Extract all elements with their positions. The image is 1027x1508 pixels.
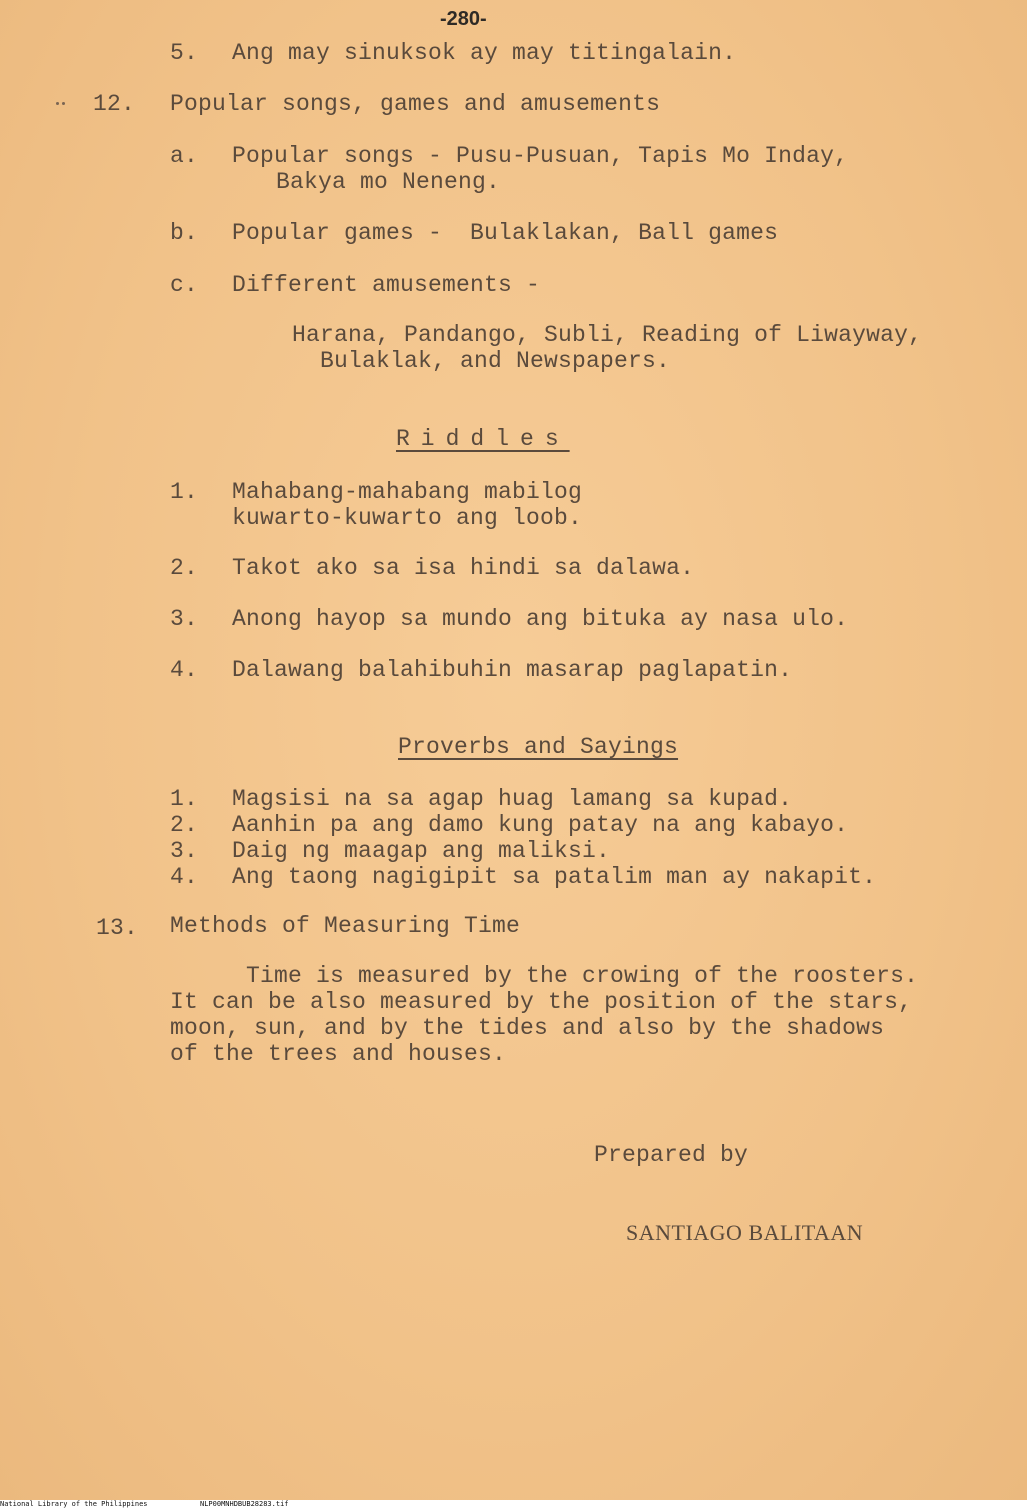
- margin-mark: [62, 102, 65, 105]
- proverb-2-number: 2.: [170, 812, 199, 838]
- scan-footer: [0, 1500, 1027, 1508]
- riddle-1-line1: Mahabang-mahabang mabilog: [232, 479, 583, 505]
- section-13-number: 13.: [96, 915, 139, 941]
- item-b-text: Popular games - Bulaklakan, Ball games: [232, 220, 779, 246]
- proverb-3-text: Daig ng maagap ang maliksi.: [232, 838, 611, 864]
- section-12-number: 12.: [93, 91, 136, 117]
- time-paragraph-line1: Time is measured by the crowing of the roosters.: [246, 963, 919, 989]
- proverb-2-text: Aanhin pa ang damo kung patay na ang kabayo.: [232, 812, 849, 838]
- item-c-text: Different amusements -: [232, 272, 541, 298]
- riddle-1-number: 1.: [170, 479, 199, 505]
- proverb-4-number: 4.: [170, 864, 199, 890]
- proverb-3-number: 3.: [170, 838, 199, 864]
- time-paragraph-line2: It can be also measured by the position of the stars,: [170, 989, 913, 1015]
- section-13-title: Methods of Measuring Time: [170, 913, 521, 939]
- item-c-line2: Bulaklak, and Newspapers.: [320, 348, 671, 374]
- item-a-line1: Popular songs - Pusu-Pusuan, Tapis Mo Inday,: [232, 143, 849, 169]
- item-5-text: Ang may sinuksok ay may titingalain.: [232, 40, 737, 66]
- riddles-heading: Riddles: [396, 426, 570, 452]
- riddle-4-text: Dalawang balahibuhin masarap paglapatin.: [232, 657, 793, 683]
- proverb-4-text: Ang taong nagigipit sa patalim man ay nakapit.: [232, 864, 877, 890]
- prepared-by-label: Prepared by: [594, 1142, 749, 1168]
- riddle-1-line2: kuwarto-kuwarto ang loob.: [232, 505, 583, 531]
- riddle-3-text: Anong hayop sa mundo ang bituka ay nasa ulo.: [232, 606, 849, 632]
- time-paragraph-line3: moon, sun, and by the tides and also by the shadows: [170, 1015, 885, 1041]
- proverb-1-number: 1.: [170, 786, 199, 812]
- item-a-label: a.: [170, 143, 199, 169]
- proverb-1-text: Magsisi na sa agap huag lamang sa kupad.: [232, 786, 793, 812]
- item-a-line2: Bakya mo Neneng.: [276, 169, 501, 195]
- item-5-number: 5.: [170, 40, 199, 66]
- time-paragraph-line4: of the trees and houses.: [170, 1041, 507, 1067]
- proverbs-heading: Proverbs and Sayings: [398, 734, 679, 760]
- riddle-4-number: 4.: [170, 657, 199, 683]
- preparer-name: SANTIAGO BALITAAN: [626, 1220, 864, 1245]
- page-number: -280-: [440, 8, 487, 30]
- footer-filename: NLP00MNHDBUB28283.tif: [200, 1500, 289, 1508]
- item-b-label: b.: [170, 220, 199, 246]
- riddle-2-number: 2.: [170, 555, 199, 581]
- riddle-3-number: 3.: [170, 606, 199, 632]
- item-c-line1: Harana, Pandango, Subli, Reading of Liwayway,: [292, 322, 923, 348]
- section-12-title: Popular songs, games and amusements: [170, 91, 661, 117]
- item-c-label: c.: [170, 272, 199, 298]
- footer-library: National Library of the Philippines: [0, 1500, 148, 1508]
- riddle-2-text: Takot ako sa isa hindi sa dalawa.: [232, 555, 695, 581]
- margin-mark: [56, 102, 59, 105]
